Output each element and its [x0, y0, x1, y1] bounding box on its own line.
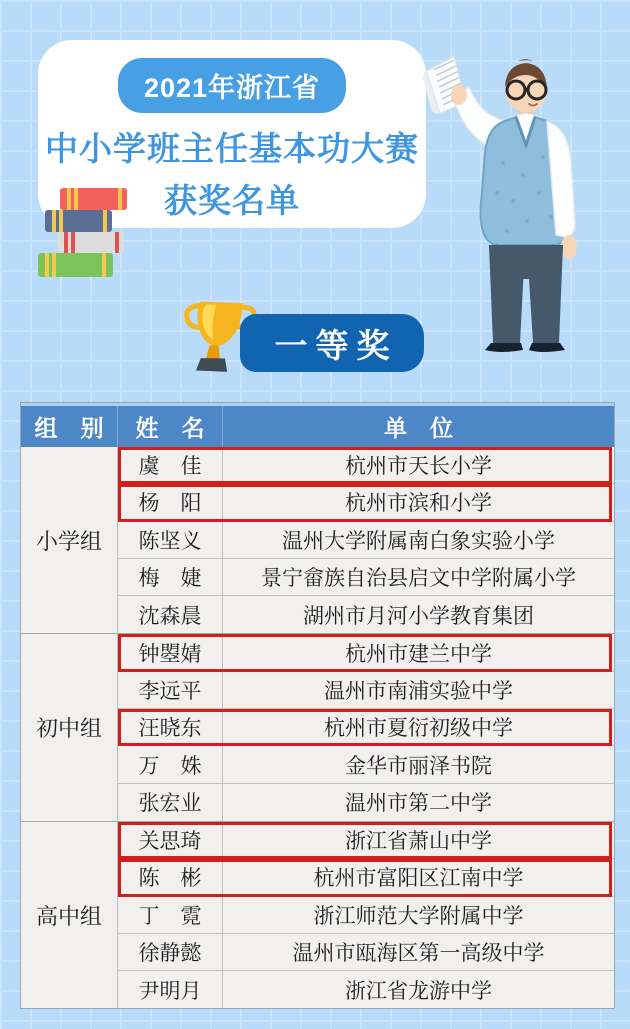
column-header-group: 组 别 — [21, 406, 118, 447]
winner-unit: 景宁畲族自治县启文中学附属小学 — [261, 566, 576, 591]
table-row — [118, 897, 614, 934]
winner-name: 李远平 — [118, 672, 223, 708]
winner-unit: 浙江省萧山中学 — [345, 829, 492, 854]
winner-name: 杨 阳 — [118, 484, 223, 520]
winner-unit: 杭州市夏衍初级中学 — [324, 716, 513, 741]
year-badge: 2021年浙江省 — [118, 58, 346, 113]
table-body — [21, 447, 614, 1008]
table-row — [118, 559, 614, 596]
winner-name: 万 姝 — [118, 746, 223, 782]
winner-name: 钟曌婧 — [118, 634, 223, 670]
poster-title-line2: 获奖名单 — [164, 182, 300, 219]
winner-name: 沈森晨 — [118, 596, 223, 633]
winner-unit: 浙江省龙游中学 — [345, 978, 492, 1003]
winner-name: 陈坚义 — [118, 522, 223, 558]
winner-unit: 金华市丽泽书院 — [345, 753, 492, 778]
table-row — [118, 784, 614, 821]
winner-unit: 湖州市月河小学教育集团 — [303, 603, 534, 628]
winner-unit: 杭州市天长小学 — [345, 454, 492, 479]
award-banner: 一等奖 — [240, 314, 424, 372]
table-row — [118, 634, 614, 671]
table-row — [118, 746, 614, 783]
winner-name: 丁 霓 — [118, 897, 223, 933]
winner-unit: 温州市第二中学 — [345, 791, 492, 816]
group-label: 小学组 — [21, 447, 118, 633]
table-row — [118, 859, 614, 896]
winner-name: 张宏业 — [118, 784, 223, 821]
table-row — [118, 934, 614, 971]
table-row — [118, 596, 614, 633]
table-row — [118, 447, 614, 484]
winner-name: 梅 婕 — [118, 559, 223, 595]
winner-unit: 温州大学附属南白象实验小学 — [282, 528, 555, 553]
table-group — [21, 822, 614, 1008]
column-header-name: 姓 名 — [118, 406, 223, 447]
group-rows — [118, 634, 614, 820]
award-table — [20, 402, 615, 1009]
winner-name: 汪晓东 — [118, 709, 223, 745]
table-row — [118, 522, 614, 559]
column-header-unit: 单 位 — [384, 416, 453, 441]
table-group — [21, 634, 614, 821]
winner-unit: 杭州市富阳区江南中学 — [313, 866, 524, 891]
group-rows — [118, 822, 614, 1008]
winner-name: 徐静懿 — [118, 934, 223, 970]
winner-name: 关思琦 — [118, 822, 223, 858]
winner-name: 虞 佳 — [118, 447, 223, 483]
poster-title-line1: 中小学班主任基本功大赛 — [45, 130, 419, 167]
table-row — [118, 672, 614, 709]
winner-unit: 杭州市建兰中学 — [345, 641, 492, 666]
table-row — [118, 709, 614, 746]
group-label: 高中组 — [21, 822, 118, 1008]
winner-unit: 杭州市滨和小学 — [345, 491, 492, 516]
group-rows — [118, 447, 614, 633]
table-group — [21, 447, 614, 634]
books-icon — [36, 186, 130, 280]
winner-name: 尹明月 — [118, 971, 223, 1008]
table-header-row — [21, 403, 614, 447]
teacher-illustration — [423, 53, 591, 355]
winner-name: 陈 彬 — [118, 859, 223, 895]
winner-unit: 温州市南浦实验中学 — [324, 678, 513, 703]
table-row — [118, 822, 614, 859]
winner-unit: 浙江师范大学附属中学 — [313, 903, 524, 928]
group-label: 初中组 — [21, 634, 118, 820]
table-row — [118, 484, 614, 521]
table-row — [118, 971, 614, 1008]
winner-unit: 温州市瓯海区第一高级中学 — [292, 941, 545, 965]
